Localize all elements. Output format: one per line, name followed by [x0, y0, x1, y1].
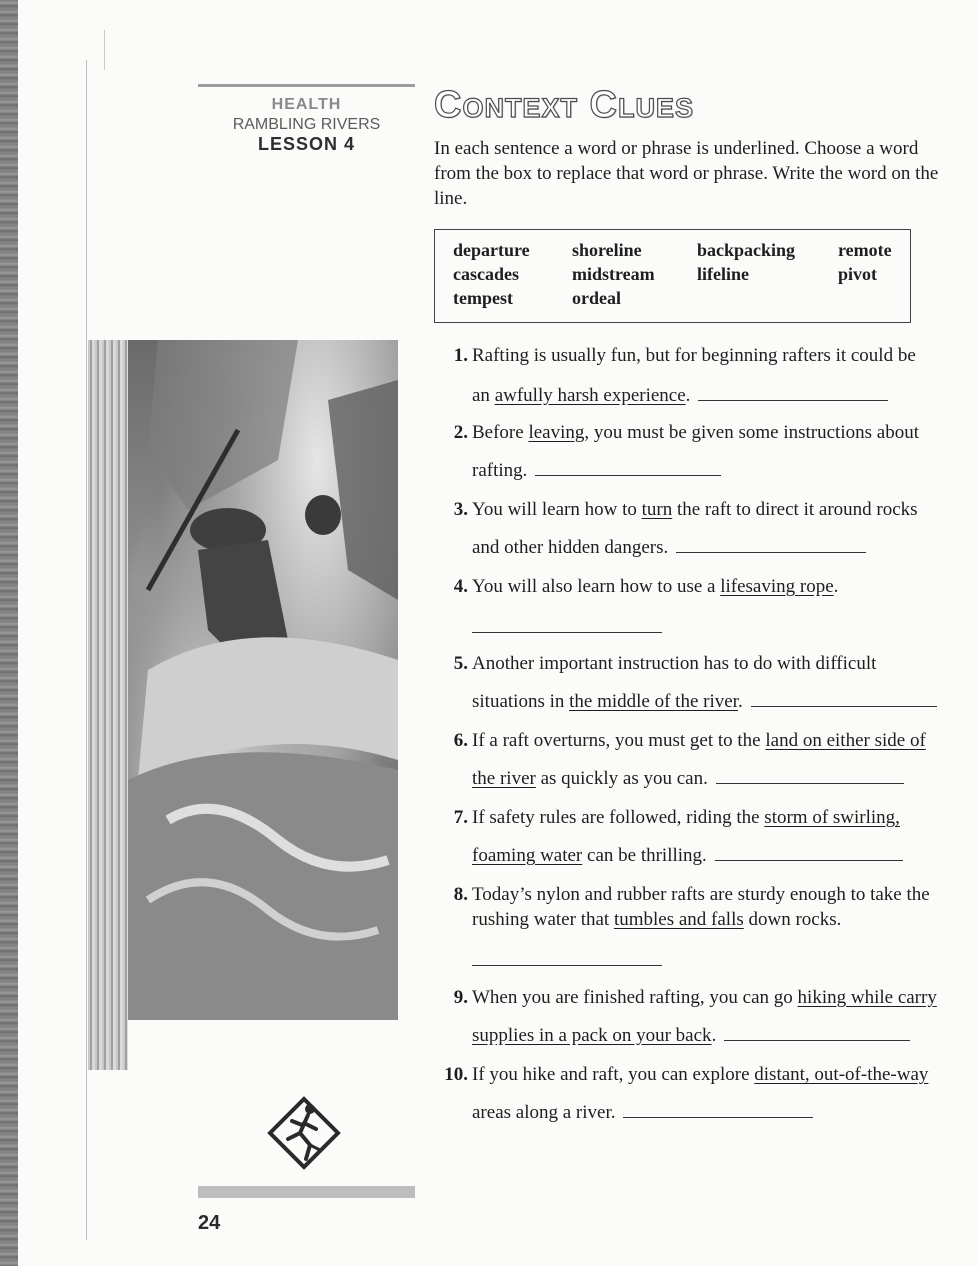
underlined-phrase: foaming water [472, 845, 583, 866]
subject-label: HEALTH [271, 96, 342, 113]
question-text [472, 730, 926, 752]
text-fragment: areas along a river. [472, 1102, 616, 1123]
question-number: 1. [453, 345, 468, 366]
underlined-phrase: leaving [528, 422, 585, 443]
text-fragment: can be thrilling. [582, 845, 707, 866]
text-fragment: . [711, 1025, 717, 1046]
lesson-label: LESSON 4 [257, 134, 356, 154]
word-box-item: backpacking [697, 240, 796, 260]
gutter-line [86, 60, 87, 1240]
footer-bar [198, 1186, 415, 1198]
rafting-photo-art [128, 340, 398, 1020]
sidebar-top-rule [198, 84, 415, 87]
question-text: Another important instruction has to do with difficult [472, 653, 877, 674]
text-fragment: You will learn how to [472, 499, 642, 520]
word-box-item: midstream [572, 264, 655, 284]
text-fragment: and other hidden dangers. [472, 537, 669, 558]
question-text: Rafting is usually fun, but for beginning rafters it could be [472, 345, 916, 366]
underlined-phrase: tumbles and falls [613, 909, 744, 930]
gutter-mark [104, 30, 105, 70]
question-number: 9. [453, 987, 468, 1008]
hiker-diamond-logo-icon [266, 1095, 342, 1171]
word-box-item: tempest [453, 288, 513, 308]
question-number: 4. [453, 576, 468, 597]
text-fragment: When you are finished rafting, you can go [472, 987, 798, 1008]
instructions: In each sentence a word or phrase is underlined. Choose a word from the box to replace that word or phrase. Write the word on the line. [434, 138, 939, 209]
text-fragment: rushing water that [472, 909, 614, 930]
text-fragment: the raft to direct it around rocks [672, 499, 918, 520]
question-text-line2 [472, 460, 721, 482]
answer-line[interactable] [623, 1103, 813, 1118]
text-fragment: an [472, 385, 495, 406]
underlined-phrase: supplies in a pack on your back [472, 1025, 712, 1046]
question-text-line2 [472, 909, 841, 931]
logo-art [266, 1095, 342, 1171]
question-number: 2. [453, 422, 468, 443]
question-text-line2 [472, 1025, 910, 1047]
scan-binding-edge [0, 0, 18, 1266]
text-fragment: as quickly as you can. [535, 768, 708, 789]
text-fragment: You will also learn how to use a [472, 576, 721, 597]
underlined-phrase: the middle of the river [569, 691, 738, 712]
underlined-phrase: storm of swirling, [764, 807, 900, 828]
question-number: 8. [453, 884, 468, 905]
answer-line[interactable] [472, 631, 662, 633]
text-fragment: situations in [472, 691, 570, 712]
word-box-item: lifeline [697, 264, 749, 284]
sidebar-heading [198, 96, 415, 155]
text-fragment: If a raft overturns, you must get to the [472, 730, 766, 751]
underlined-phrase: hiking while carry [797, 987, 937, 1008]
question-text [472, 1064, 928, 1086]
question-text-line2 [472, 385, 888, 407]
text-fragment: Before [472, 422, 529, 443]
answer-line[interactable] [715, 846, 903, 861]
answer-line[interactable] [751, 692, 937, 707]
word-box-item: departure [453, 240, 530, 260]
word-box-item: ordeal [572, 288, 621, 308]
question-number: 6. [453, 730, 468, 751]
underlined-phrase: lifesaving rope [720, 576, 834, 597]
text-fragment: . [685, 385, 691, 406]
page-number: 24 [198, 1212, 221, 1234]
text-fragment: . [833, 576, 839, 597]
text-fragment: , you must be given some instructions about [584, 422, 919, 443]
question-text-line2 [472, 691, 937, 713]
text-fragment: If safety rules are followed, riding the [472, 807, 765, 828]
question-text-line2 [472, 768, 904, 790]
photo-edge-strip [88, 340, 128, 1070]
underlined-phrase: the river [472, 768, 536, 789]
text-fragment: If you hike and raft, you can explore [472, 1064, 755, 1085]
unit-label: RAMBLING RIVERS [232, 116, 381, 133]
underlined-phrase: land on either side of [765, 730, 926, 751]
answer-line[interactable] [716, 769, 904, 784]
word-box-item: pivot [838, 264, 878, 284]
question-number: 10. [444, 1064, 468, 1085]
word-box-item: cascades [453, 264, 519, 284]
word-box [434, 229, 911, 323]
question-text [472, 499, 918, 521]
text-fragment: rafting. [472, 460, 528, 481]
text-fragment: down rocks. [743, 909, 842, 930]
question-text [472, 576, 838, 598]
question-text-line2 [472, 845, 903, 867]
word-box-item: shoreline [572, 240, 642, 260]
question-text [472, 422, 919, 444]
word-box-item: remote [838, 240, 892, 260]
question-number: 3. [453, 499, 468, 520]
question-text-line2 [472, 537, 866, 559]
question-text: Today’s nylon and rubber rafts are sturdy enough to take the [472, 884, 930, 905]
underlined-phrase: distant, out-of-the-way [754, 1064, 929, 1085]
answer-line[interactable] [535, 461, 721, 476]
answer-line[interactable] [676, 538, 866, 553]
answer-line[interactable] [698, 386, 888, 401]
question-number: 5. [453, 653, 468, 674]
answer-line[interactable] [724, 1026, 910, 1041]
question-text [472, 987, 937, 1009]
answer-line[interactable] [472, 964, 662, 966]
page-title: Context Clues [434, 84, 694, 126]
rafting-photo [128, 340, 398, 1020]
question-text [472, 807, 900, 829]
underlined-phrase: turn [641, 499, 673, 520]
question-text-line2 [472, 1102, 813, 1124]
text-fragment: . [737, 691, 743, 712]
question-number: 7. [453, 807, 468, 828]
underlined-phrase: awfully harsh experience [494, 385, 686, 406]
